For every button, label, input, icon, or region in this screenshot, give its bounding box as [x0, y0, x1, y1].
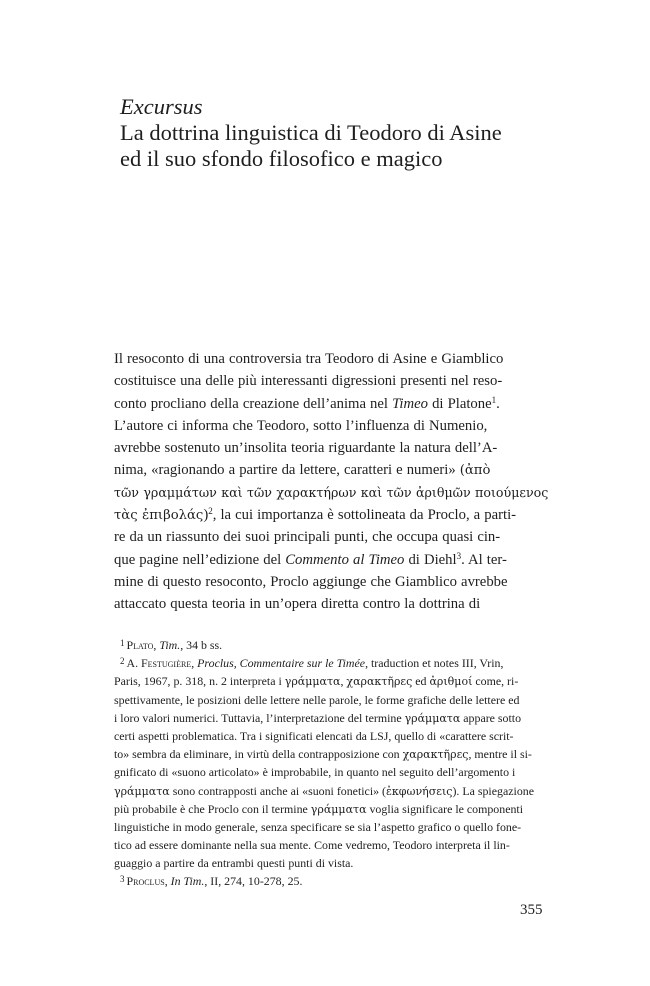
body-text-run: re da un riassunto dei suoi principali punti, che occupa quasi cin- — [114, 529, 501, 546]
footnote-3 — [114, 872, 548, 890]
footnote-ref-3[interactable]: 3 — [456, 550, 462, 561]
body-line — [114, 459, 548, 481]
footnote-work-title: Tim. — [159, 638, 181, 652]
footnote-text: ed — [412, 674, 430, 689]
footnote-line — [114, 818, 548, 836]
body-text-run: costituisce una delle più interessanti digressioni presenti nel reso- — [114, 373, 503, 390]
greek-quotation: τῶν γραμμάτων καὶ τῶν χαρακτήρων καὶ τῶν ἀριθμῶν ποιούμενος — [114, 485, 549, 501]
footnote-text: , mentre il si- — [468, 747, 532, 762]
body-line — [114, 504, 548, 526]
footnote-text: ). La spiegazione — [452, 783, 534, 798]
footnote-2 — [114, 654, 548, 672]
footnote-text: voglia significare le componenti — [366, 801, 524, 816]
body-text-run: attaccato questa teoria in un’opera diretta contro la dottrina di — [114, 596, 481, 613]
footnote-author: Proclus — [126, 874, 165, 889]
body-line — [114, 437, 548, 459]
footnote-greek: γράμματα — [310, 802, 367, 816]
footnote-text: tico ad essere dominante nella sua mente. Come vedremo, Teodoro interpreta il lin- — [114, 838, 510, 853]
footnote-line — [114, 782, 548, 800]
work-title-italic: Commento al Timeo — [285, 551, 405, 568]
footnote-text: i loro valori numerici. Tuttavia, l’interpretazione del termine — [114, 710, 405, 725]
body-line — [114, 393, 548, 415]
footnote-text: gnificato di «suono articolato» è improbabile, in quanto nel seguito dell’argomento i — [114, 765, 516, 780]
body-line — [114, 370, 548, 392]
footnote-line — [114, 672, 548, 690]
footnote-author: Festugière — [141, 656, 192, 671]
body-text-run: que pagine nell’edizione del — [114, 551, 286, 568]
footnote-text: linguistiche in modo generale, senza specificare se sia l’aspetto grafico o quello fone- — [114, 819, 522, 834]
footnotes-section — [114, 636, 548, 891]
footnote-reference: , 34 b ss. — [180, 638, 223, 652]
footnote-text: come, ri- — [472, 674, 519, 689]
heading-label: Excursus — [120, 94, 203, 119]
footnote-text: , — [191, 656, 198, 671]
page-number: 355 — [520, 902, 543, 918]
footnote-line — [114, 745, 548, 763]
footnote-number: 1 — [120, 638, 125, 648]
footnote-text: sono contrapposti anche ai «suoni fonetici» ( — [169, 783, 387, 798]
body-paragraph — [114, 348, 548, 616]
footnote-line — [114, 727, 548, 745]
footnote-greek: γράμματα — [404, 711, 461, 725]
body-text-run: Il resoconto di una controversia tra Teodoro di Asine e Giamblico — [114, 351, 504, 367]
body-line — [114, 549, 548, 571]
body-line — [114, 593, 548, 615]
greek-quotation: (ἀπὸ — [459, 463, 491, 479]
body-text-run: di Diehl — [404, 551, 457, 568]
body-line — [114, 526, 548, 548]
footnote-text: certi aspetti problematica. Tra i significati elencati da LSJ, quello di «carattere scrit- — [114, 728, 514, 743]
footnote-text: to» sembra da eliminare, in virtù della contrapposizione con — [114, 747, 403, 762]
work-title-italic: Timeo — [392, 395, 428, 412]
body-line — [114, 482, 549, 504]
body-text-run: L’autore ci informa che Teodoro, sotto l’influenza di Numenio, — [114, 417, 488, 434]
body-text-run: avrebbe sostenuto un’insolita teoria riguardante la natura dell’A- — [114, 440, 498, 457]
body-text-run: conto procliano della creazione dell’anima nel — [114, 395, 393, 412]
footnote-text: Paris, 1967, p. 318, n. 2 interpreta i — [114, 674, 285, 689]
body-text-run: nima, «ragionando a partire da lettere, caratteri e numeri» — [114, 462, 460, 479]
footnote-greek: χαρακτῆρες — [346, 675, 413, 689]
footnote-greek: ἐκφωνήσεις — [386, 784, 453, 798]
footnote-1: $^1$ Plato, Tim., 34 b ss. — [120, 638, 223, 652]
footnote-line — [114, 691, 548, 709]
footnote-text: , traduction et notes III, Vrin, — [365, 656, 504, 671]
heading-title-line-1: La dottrina linguistica di Teodoro di Asine — [120, 120, 502, 145]
footnote-line — [114, 763, 548, 781]
body-line — [114, 571, 548, 593]
footnote-text: , — [164, 874, 171, 889]
footnote-work-title: In Tim. — [170, 874, 205, 889]
footnote-line — [114, 854, 548, 872]
body-text-run: di Platone — [428, 395, 492, 412]
footnote-ref-1[interactable]: 1 — [491, 394, 497, 405]
greek-quotation: τὰς ἐπιβολάς — [114, 508, 204, 524]
heading-title-line-2: ed il suo sfondo filosofico e magico — [120, 146, 443, 171]
footnote-text: A. — [126, 656, 142, 671]
footnote-greek: χαρακτῆρες — [402, 748, 469, 762]
footnote-text: spettivamente, le posizioni delle lettere nelle parole, le forme grafiche delle lettere ed — [114, 692, 520, 707]
body-text-run: . — [496, 395, 500, 412]
body-line — [114, 415, 548, 437]
body-text-run: mine di questo resoconto, Proclo aggiunge che Giamblico avrebbe — [114, 573, 508, 590]
footnote-number: 3 — [120, 874, 125, 885]
footnote-text: appare sotto — [460, 710, 522, 725]
footnote-greek: γράμματα — [114, 784, 170, 798]
footnote-reference: , II, 274, 10-278, 25. — [204, 874, 303, 889]
footnote-line — [114, 800, 548, 818]
body-text-run: . Al ter- — [461, 551, 507, 568]
footnote-text: più probabile è che Proclo con il termine — [114, 801, 311, 816]
body-line — [114, 348, 548, 370]
body-text-run: ) — [203, 507, 209, 524]
footnote-ref-2[interactable]: 2 — [208, 506, 213, 517]
footnote-work-title: Proclus, Commentaire sur le Timée — [197, 656, 366, 671]
chapter-heading — [120, 94, 560, 172]
footnote-text: guaggio a partire da entrambi questi punti di vista. — [114, 856, 354, 871]
footnote-greek: γράμματα — [284, 675, 341, 689]
footnote-greek: ἀριθμοί — [429, 675, 473, 689]
footnote-author: Plato — [126, 638, 154, 652]
footnote-number: 2 — [120, 656, 125, 667]
footnote-line — [114, 709, 548, 727]
body-text-run: , la cui importanza è sottolineata da Proclo, a parti- — [212, 507, 517, 524]
footnote-text: , — [340, 674, 347, 689]
footnote-line — [114, 836, 548, 854]
